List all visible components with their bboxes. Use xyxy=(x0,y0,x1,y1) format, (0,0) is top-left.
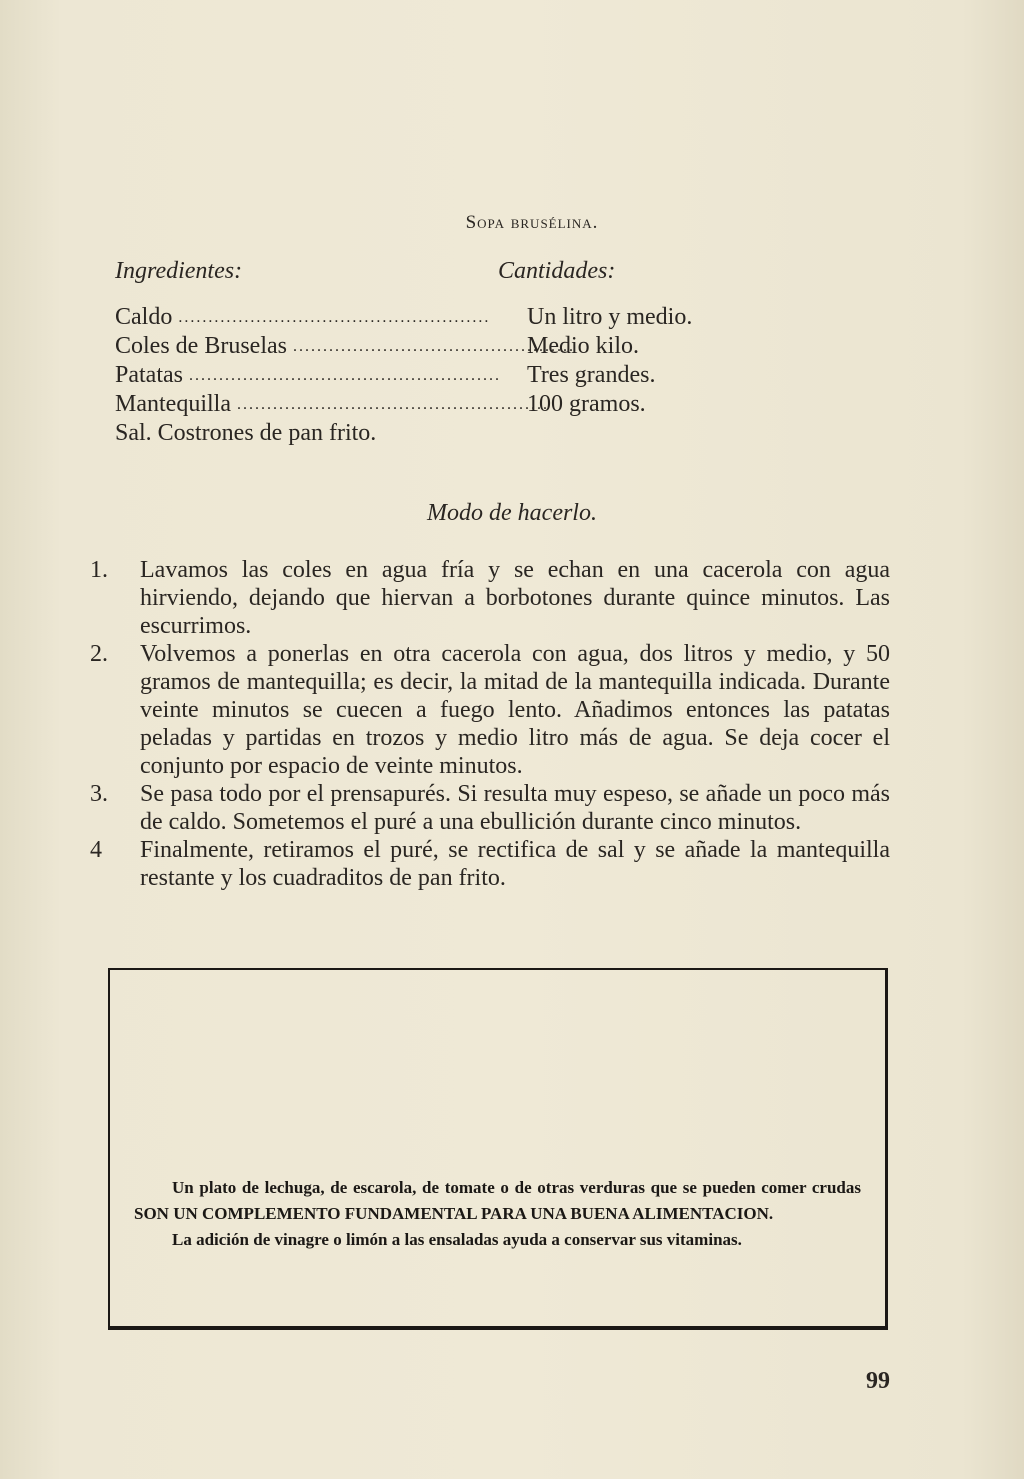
step-item xyxy=(90,556,890,640)
step-text: Se pasa todo por el prensapurés. Si resulta muy espeso, se añade un poco más de caldo. Sometemos el puré a una ebullición durante cinco minutos. xyxy=(140,781,890,835)
page-number: 99 xyxy=(866,1368,890,1394)
step-number: 3. xyxy=(90,781,108,807)
method-heading: Modo de hacerlo. xyxy=(427,500,597,526)
note-box xyxy=(108,968,888,1330)
step-item xyxy=(90,640,890,780)
step-text: Finalmente, retiramos el puré, se rectifica de sal y se añade la mantequilla restante y los cuadraditos de pan frito. xyxy=(140,837,890,891)
steps-list xyxy=(90,556,890,892)
quantity-item: Un litro y medio. xyxy=(527,304,693,330)
step-text: Lavamos las coles en agua fría y se echan en una cacerola con agua hirviendo, dejando que hiervan a borbotones durante quince minutos. Las escurrimos. xyxy=(140,557,890,639)
leader-dots xyxy=(382,419,475,448)
leader-dots: .................................................... xyxy=(188,367,501,384)
ingredient-row xyxy=(115,419,475,448)
ingredients-list xyxy=(115,303,575,448)
ingredients-heading: Ingredientes: xyxy=(115,258,243,284)
ingredient-name: Caldo xyxy=(115,304,173,330)
ingredient-row xyxy=(115,361,501,390)
recipe-title: Sopa brusélina. xyxy=(465,212,599,233)
ingredient-name: Coles de Bruselas xyxy=(115,333,287,359)
step-number: 2. xyxy=(90,641,108,667)
ingredient-row xyxy=(115,303,491,332)
ingredient-row xyxy=(115,390,549,419)
step-item xyxy=(90,780,890,836)
leader-dots: ............................................... xyxy=(292,338,575,355)
step-number: 1. xyxy=(90,557,108,583)
quantity-item: Tres grandes. xyxy=(527,362,656,388)
leader-dots: .................................................... xyxy=(236,396,549,413)
ingredient-name: Sal. Costrones de pan frito. xyxy=(115,420,377,446)
step-number: 4 xyxy=(90,837,102,863)
leader-dots: .................................................... xyxy=(178,309,491,326)
ingredient-name: Mantequilla xyxy=(115,391,231,417)
step-text: Volvemos a ponerlas en otra cacerola con agua, dos litros y medio, y 50 gramos de mantequilla; es decir, la mitad de la mantequilla indicada. Durante veinte minutos se cuecen a fuego lento. Añadimos entonces las patatas peladas y partidas en trozos y medio litro más de agua. Se deja cocer el conjunto por espacio de veinte minutos. xyxy=(140,641,890,779)
quantities-heading: Cantidades: xyxy=(498,258,616,284)
quantity-item: Medio kilo. xyxy=(527,333,639,359)
step-item xyxy=(90,836,890,892)
note-paragraph: Un plato de lechuga, de escarola, de tomate o de otras verduras que se pueden comer crudas SON UN COMPLEMENTO FUNDAMENTAL PARA UNA BUENA ALIMENTACION. xyxy=(134,1178,861,1223)
note-paragraph: La adición de vinagre o limón a las ensaladas ayuda a conservar sus vitaminas. xyxy=(172,1230,742,1249)
quantities-list xyxy=(527,303,692,419)
quantity-item: 100 gramos. xyxy=(527,391,646,417)
ingredient-row xyxy=(115,332,575,361)
ingredient-name: Patatas xyxy=(115,362,183,388)
